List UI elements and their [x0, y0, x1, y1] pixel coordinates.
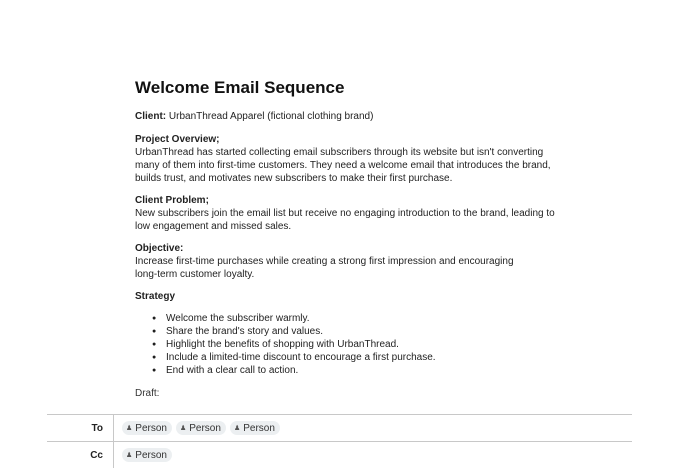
document-title: Welcome Email Sequence [135, 78, 345, 97]
list-item: ● End with a clear call to action. [152, 364, 635, 377]
person-icon: ♟ [233, 425, 241, 432]
cc-label: Cc [90, 449, 103, 461]
to-row [47, 414, 632, 441]
person-chip[interactable] [176, 421, 226, 435]
list-item: ● Welcome the subscriber warmly. [152, 312, 635, 325]
person-chip-label: Person [189, 422, 221, 434]
person-icon: ♟ [126, 425, 133, 432]
person-icon: ♟ [179, 425, 187, 432]
client-line [135, 110, 635, 123]
document-body [135, 78, 635, 409]
section-strategy [135, 290, 635, 400]
email-recipients-table [47, 414, 632, 468]
list-item: ● Highlight the benefits of shopping with UrbanThread. [152, 338, 635, 351]
cc-field[interactable] [113, 442, 172, 468]
section-body: Increase first-time purchases while creating a strong first impression and encouraging long-term customer loyalty. [135, 256, 514, 280]
list-item: ● Include a limited-time discount to encourage a first purchase. [152, 351, 635, 364]
section-objective [135, 242, 635, 281]
client-label: Client: [135, 111, 167, 122]
section-heading: Client Problem; [135, 195, 209, 206]
cc-row [47, 441, 632, 468]
person-icon: ♟ [126, 452, 133, 459]
section-body: New subscribers join the email list but receive no engaging introduction to the brand, leading to low engagement and missed sales. [135, 208, 555, 232]
to-label: To [91, 422, 103, 434]
person-chip[interactable] [230, 421, 280, 435]
strategy-heading: Strategy [135, 291, 176, 302]
section-project-overview [135, 133, 635, 185]
client-value: UrbanThread Apparel (fictional clothing brand) [166, 111, 374, 122]
person-chip-label: Person [243, 422, 275, 434]
strategy-list [135, 312, 635, 377]
person-chip[interactable] [122, 421, 172, 435]
section-heading: Project Overview; [135, 134, 220, 145]
to-field[interactable] [113, 415, 280, 441]
person-chip-label: Person [135, 422, 167, 434]
section-body: UrbanThread has started collecting email subscribers through its website but isn't converting many of them into first-time customers. They need a welcome email that introduces the brand, builds trust, and motivates new subscribers to make their first purchase. [135, 147, 551, 184]
section-heading: Objective: [135, 243, 184, 254]
section-client-problem [135, 194, 635, 233]
list-item: ● Share the brand's story and values. [152, 325, 635, 338]
person-chip-label: Person [135, 449, 167, 461]
person-chip[interactable] [122, 448, 172, 462]
draft-label: Draft: [135, 388, 160, 399]
